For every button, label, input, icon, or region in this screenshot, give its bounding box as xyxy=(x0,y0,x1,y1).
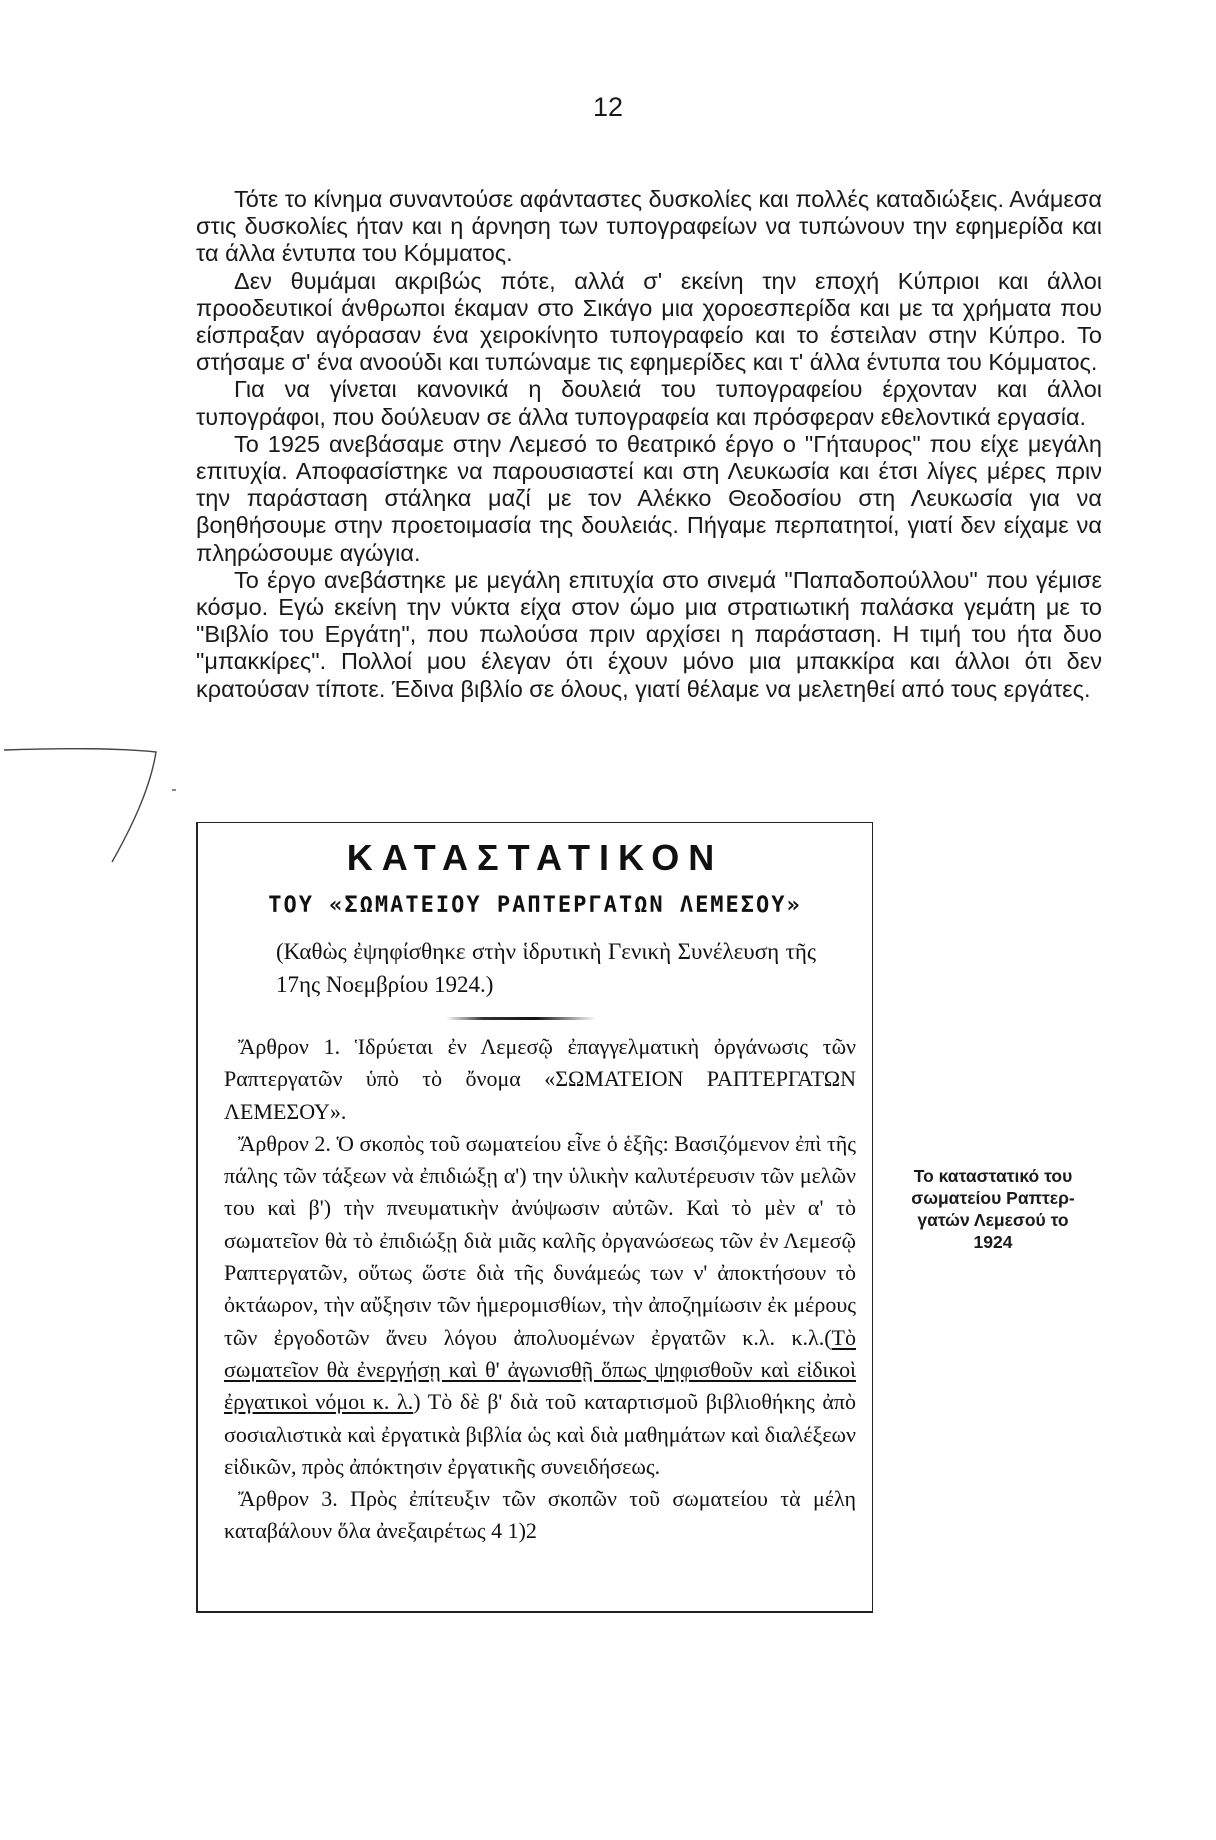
caption-line: Το καταστατικό του xyxy=(913,1166,1073,1186)
page-number: 12 xyxy=(592,92,624,122)
figure-caption xyxy=(882,1165,1104,1253)
caption-line: 1924 xyxy=(973,1232,1013,1252)
body-text xyxy=(196,186,1102,703)
body-paragraph: Το 1925 ανεβάσαμε στην Λεμεσό το θεατρικό έργο ο "Γήταυρος" που είχε μεγάλη επιτυχία. Αποφασίστηκε να παρουσιαστεί και στη Λευκωσία και έτσι λίγες μέρες πριν την παράσταση στάληκα μαζί με τον Αλέκκο Θεοδοσίου στη Λευκωσία για να βοηθήσουμε στην προετοιμασία της δουλειάς. Πήγαμε περπατητοί, γιατί δεν είχαμε να πληρώσουμε αγώγια. xyxy=(196,430,1102,566)
article-2 xyxy=(224,1128,856,1483)
clipping-title: ΚΑΤΑΣΤΑΤΙΚΟΝ xyxy=(346,837,724,878)
body-paragraph: Το έργο ανεβάστηκε με μεγάλη επιτυχία στο σινεμά "Παπαδοπούλλου" που γέμισε κόσμο. Εγώ εκείνη την νύκτα είχα στον ώμο μια στρατιωτική παλάσκα γεμάτη με το "Βιβλίο του Εργάτη", που πωλούσα πριν αρχίσει η παράσταση. Η τιμή του ήτα δυο "μπακκίρες". Πολλοί μου έλεγαν ότι έχουν μόνο μια μπακκίρα και άλλοι ότι δεν κρατούσαν τίποτε. Έδινα βιβλίο σε όλους, γιατί θέλαμε να μελετηθεί από τους εργάτες. xyxy=(196,566,1102,702)
clipping-intro: (Καθὼς ἐψηφίσθηκε στὴν ἱδρυτικὴ Γενικὴ Συνέλευση τῆς 17ης Νοεμβρίου 1924.) xyxy=(276,939,816,997)
article-3: Ἄρθρον 3. Πρὸς ἐπίτευξιν τῶν σκοπῶν τοῦ σωματείου τὰ μέλη καταβάλουν ὅλα ἀνεξαιρέτως 4 1)2 xyxy=(224,1486,856,1544)
clipping-subtitle: ΤΟΥ «ΣΩΜΑΤΕΙΟΥ ΡΑΠΤΕΡΓΑΤΩΝ ΛΕΜΕΣΟΥ» xyxy=(268,893,802,918)
caption-line: σωματείου Ραπτερ- xyxy=(911,1188,1075,1208)
clipping-divider xyxy=(446,1017,596,1020)
body-paragraph: Δεν θυμάμαι ακριβώς πότε, αλλά σ' εκείνη την εποχή Κύπριοι και άλλοι προοδευτικοί άνθρωποι έκαμαν στο Σικάγο μια χοροεσπερίδα και με τα χρήματα που είσπραξαν αγόρασαν ένα χειροκίνητο τυπογραφείο και το έστειλαν στην Κύπρο. Το στήσαμε σ' ένα ανοούδι και τυπώναμε τις εφημερίδες και τ' άλλα έντυπα του Κόμματος. xyxy=(196,267,1102,376)
article-2-continuation: ) Τὸ δὲ β' διὰ τοῦ καταρτισμοῦ βιβλιοθήκης ἀπὸ σοσιαλιστικὰ καὶ ἐργατικὰ βιβλία ὡς καὶ διὰ μαθημάτων καὶ διαλέξεων εἰδικῶν, πρὸς ἀπόκτησιν ἐργατικῆς συνειδήσεως. xyxy=(224,1389,856,1479)
statute-document-clipping xyxy=(196,822,873,1613)
body-paragraph: Για να γίνεται κανονικά η δουλειά του τυπογραφείου έρχονταν και άλλοι τυπογράφοι, που δούλευαν σε άλλα τυπογραφεία και πρόσφεραν εθελοντικά εργασία. xyxy=(196,376,1102,430)
body-paragraph: Τότε το κίνημα συναντούσε αφάνταστες δυσκολίες και πολλές καταδιώξεις. Ανάμεσα στις δυσκολίες ήταν και η άρνηση των τυπογραφείων να τυπώνουν την εφημερίδα και τα άλλα έντυπα του Κόμματος. xyxy=(196,186,1102,267)
article-1: Ἄρθρον 1. Ἱδρύεται ἐν Λεμεσῷ ἐπαγγελματικὴ ὀργάνωσις τῶν Ραπτεργατῶν ὑπὸ τὸ ὄνομα «ΣΩΜΑΤΕΙΟΝ ΡΑΠΤΕΡΓΑΤΩΝ ΛΕΜΕΣΟΥ». xyxy=(224,1034,856,1124)
article-2-underlined-text: Τὸ σωματεῖον θὰ ἐνεργήσῃ καὶ θ' ἀγωνισθῇ ὅπως ψηφισθοῦν καὶ εἰδικοὶ ἐργατικοὶ νόμοι κ. λ. xyxy=(224,1324,856,1415)
article-2-text: Ἄρθρον 2. Ὁ σκοπὸς τοῦ σωματείου εἶνε ὁ ἑξῆς: Βασιζόμενον ἐπὶ τῆς πάλης τῶν τάξεων νὰ ἐπιδιώξῃ α') την ὑλικὴν καλυτέρευσιν τῶν μελῶν του καὶ β') τὴν πνευματικὴν ἀνύψωσιν αὐτῶν. Καὶ τὸ μὲν α' τὸ σωματεῖον θὰ τὸ ἐπιδιώξῃ διὰ μιᾶς καλῆς ὀργανώσεως τῶν ἐν Λεμεσῷ Ραπτεργατῶν, οὕτως ὥστε διὰ τῆς δυνάμεώς των ν' ἀποκτήσουν τὸ ὀκτάωρον, τὴν αὔξησιν τῶν ἡμερομισθίων, τὴν ἀποζημίωσιν ἐκ μέρους τῶν ἐργοδοτῶν ἄνευ λόγου ἀπολυομένων ἐργατῶν κ.λ. κ.λ.( xyxy=(224,1130,856,1350)
margin-pencil-mark xyxy=(0,0,210,880)
caption-line: γατών Λεμεσού το xyxy=(917,1210,1069,1230)
clipping-body xyxy=(224,1031,856,1548)
